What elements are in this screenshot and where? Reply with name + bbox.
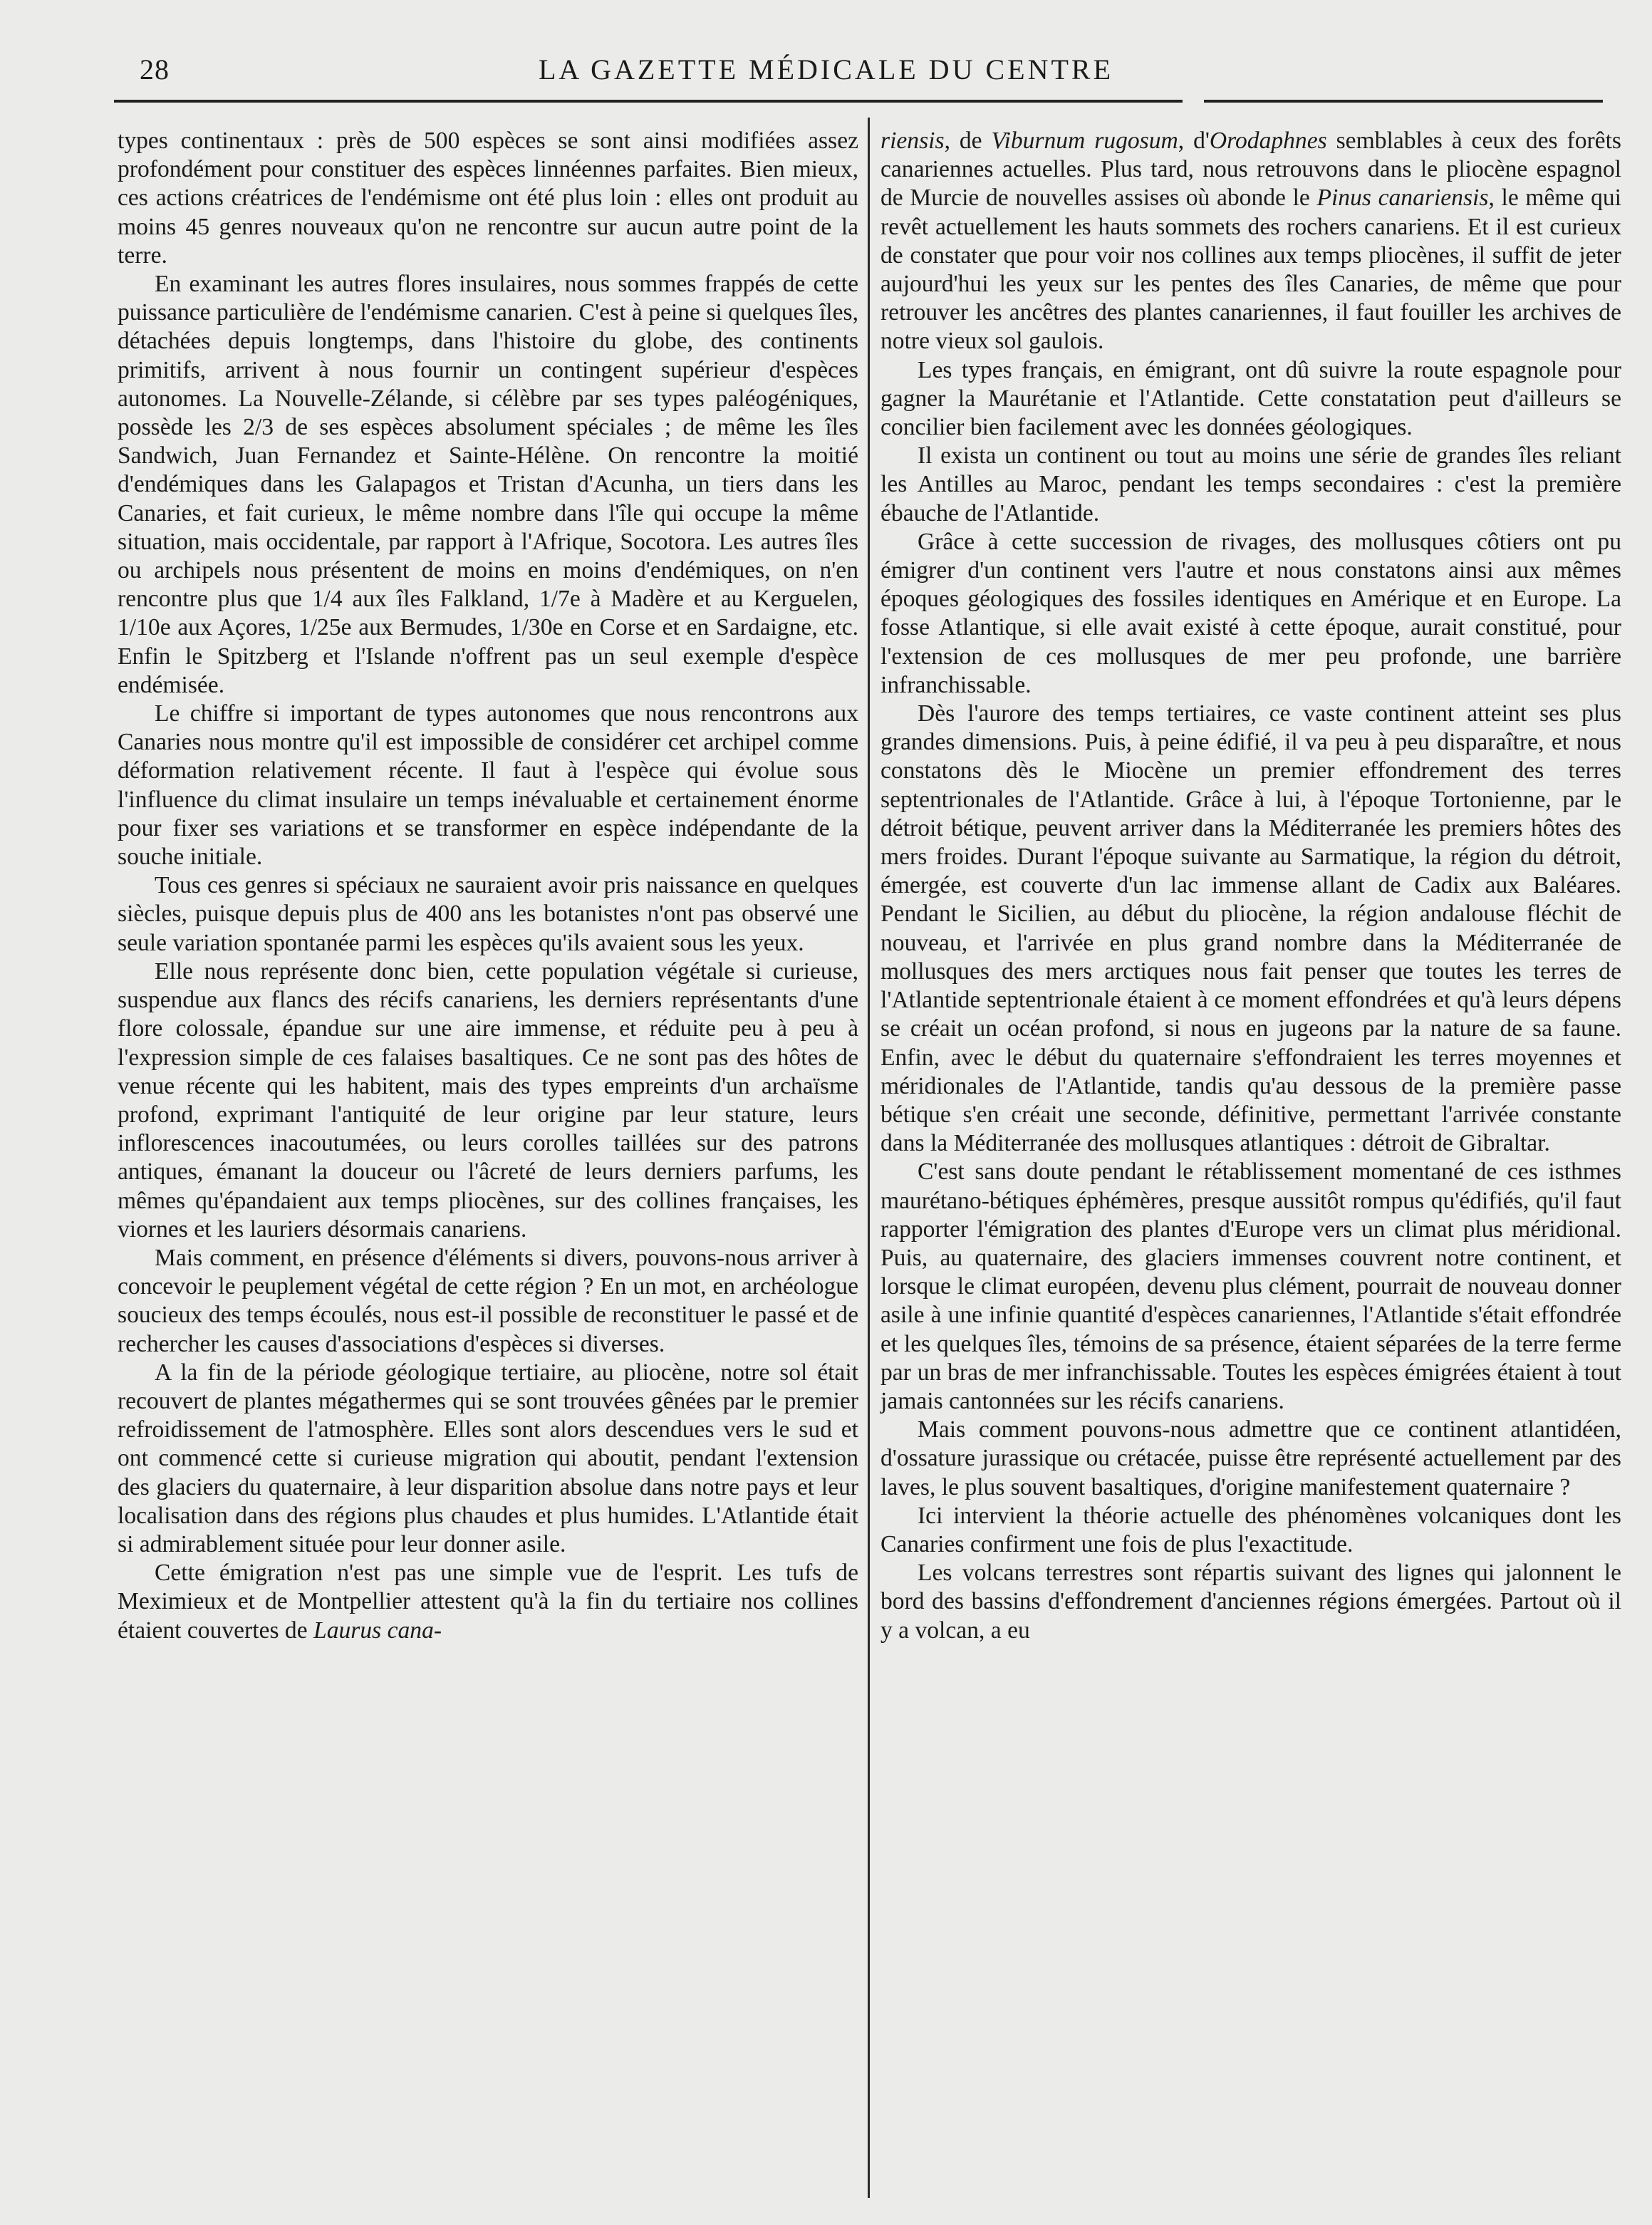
italic-run: Orodaphnes [1209,128,1327,154]
italic-run: Pinus canariensis [1316,185,1489,212]
header-rule-right [1204,100,1603,103]
column-right [880,127,1621,1645]
text-run: , le même qui revêt actuellement les hauts sommets des rochers canariens. Et il est curieux de constater que pour voir nos collines aux temps pliocènes, il suffit de jeter aujourd'hui les yeux sur les pentes des îles Canaries, de même que pour retrouver les ancêtres des plantes canariennes, il faut fouiller les archives de notre vieux sol gaulois. [880,185,1621,355]
paragraph: C'est sans doute pendant le rétablissement momentané de ces isthmes maurétano-bétiques éphémères, presque aussitôt rompus qu'édifiés, qu'il faut rapporter l'émigration des plantes d'Europe vers un climat plus méridional. Puis, au quaternaire, des glaciers immenses couvrent notre continent, et lorsque le climat européen, devenu plus clément, pourrait de nouveau donner asile à une infinie quantité d'espèces canariennes, l'Atlantide s'était effondrée et les quelques îles, témoins de sa présence, étaient séparées de la terre ferme par un bras de mer infranchissable. Toutes les espèces émigrées étaient à tout jamais cantonnées sur les récifs canariens. [880,1158,1621,1414]
paragraph: Mais comment pouvons-nous admettre que ce continent atlantidéen, d'ossature jurassique ou crétacée, puisse être représenté actuellement par des laves, le plus souvent basaltiques, d'origine manifestement quaternaire ? [880,1416,1621,1500]
column-divider [868,118,870,2198]
text-run: semblables à ceux des forêts canariennes actuelles. Plus tard, nous retrouvons dans le pliocène espagnol de Murcie de nouvelles assises où abonde le [880,128,1621,212]
page-number: 28 [140,53,170,85]
paragraph: En examinant les autres flores insulaires, nous sommes frappés de cette puissance particulière de l'endémisme canarien. C'est à peine si quelques îles, détachées depuis longtemps, dans l'histoire du globe, des continents primitifs, arrivent à nous fournir un contingent supérieur d'espèces autonomes. La Nouvelle-Zélande, si célèbre par ses types paléogéniques, possède les 2/3 de ses espèces absolument spéciales ; de même les îles Sandwich, Juan Fernandez et Sainte-Hélène. On rencontre la moitié d'endémiques dans les Galapagos et Tristan d'Acunha, un tiers dans les Canaries, et fait curieux, le même nombre dans l'île qui occupe la même situation, mais occidentale, par rapport à l'Afrique, Socotora. Les autres îles ou archipels nous présentent de moins en moins d'endémiques, on n'en rencontre plus que 1/4 aux îles Falkland, 1/7e à Madère et au Kerguelen, 1/10e aux Açores, 1/25e aux Bermudes, 1/30e en Corse et en Sardaigne, etc. Enfin le Spitzberg et l'Islande n'offrent pas un seul exemple d'espèce endémisée. [118,271,858,698]
paragraph: Le chiffre si important de types autonomes que nous rencontrons aux Canaries nous montre qu'il est impossible de considérer cet archipel comme déformation relativement récente. Il faut à l'espèce qui évolue sous l'influence du climat insulaire un temps inévaluable et certainement énorme pour fixer ses variations et se transformer en espèce indépendante de la souche initiale. [118,700,858,871]
italic-run: riensis [880,128,945,154]
paragraph: Elle nous représente donc bien, cette population végétale si curieuse, suspendue aux flancs des récifs canariens, les derniers représentants d'une flore colossale, épandue sur une aire immense, et réduite peu à peu à l'expression simple de ces falaises basaltiques. Ce ne sont pas des hôtes de venue récente qui les habitent, mais des types empreints d'un archaïsme profond, exprimant l'antiquité de leur origine par leur stature, leurs inflorescences inacoutumées, ou leurs corolles taillées sur des patrons antiques, émanant la douceur ou l'âcreté de leurs derniers parfums, les mêmes qu'épandaient aux temps pliocènes, sur des collines françaises, les viornes et les lauriers désormais canariens. [118,958,858,1243]
paragraph [118,1559,858,1645]
paragraph: types continentaux : près de 500 espèces se sont ainsi modifiées assez profondément pour constituer des espèces linnéennes parfaites. Bien mieux, ces actions créatrices de l'endémisme ont été plus loin : elles ont produit au moins 45 genres nouveaux qu'on ne rencontre sur aucun autre point de la terre. [118,128,858,269]
paragraph: Tous ces genres si spéciaux ne sauraient avoir pris naissance en quelques siècles, puisque depuis plus de 400 ans les botanistes n'ont pas observé une seule variation spontanée parmi les espèces qu'ils avaient sous les yeux. [118,872,858,956]
paragraph: A la fin de la période géologique tertiaire, au pliocène, notre sol était recouvert de plantes mégathermes qui se sont trouvées gênées par le premier refroidissement de l'atmosphère. Elles sont alors descendues vers le sud et ont commencé cette si curieuse migration qui aboutit, pendant l'extension des glaciers du quaternaire, à leur disparition absolue dans notre pays et leur localisation dans des régions plus chaudes et plus humides. L'Atlantide était si admirablement située pour leur donner asile. [118,1359,858,1557]
paragraph: Il exista un continent ou tout au moins une série de grandes îles reliant les Antilles au Maroc, pendant les temps secondaires : c'est la première ébauche de l'Atlantide. [880,442,1621,527]
paragraph: Ici intervient la théorie actuelle des phénomènes volcaniques dont les Canaries confirment une fois de plus l'exactitude. [880,1502,1621,1557]
paragraph: Grâce à cette succession de rivages, des mollusques côtiers ont pu émigrer d'un continent vers l'autre et nous constatons ainsi aux mêmes époques géologiques des fossiles identiques en Amérique et en Europe. La fosse Atlantique, si elle avait existé à cette époque, aurait constitué, pour l'extension de ces mollusques de mer peu profonde, une barrière infranchissable. [880,528,1621,698]
paragraph: Les types français, en émigrant, ont dû suivre la route espagnole pour gagner la Maurétanie et l'Atlantide. Cette constatation peut d'ailleurs se concilier bien facilement avec les données géologiques. [880,356,1621,441]
paragraph: Mais comment, en présence d'éléments si divers, pouvons-nous arriver à concevoir le peuplement végétal de cette région ? En un mot, en archéologue soucieux des temps écoulés, nous est-il possible de reconstituer le passé et de rechercher les causes d'associations d'espèces si diverses. [118,1244,858,1357]
running-title: LA GAZETTE MÉDICALE DU CENTRE [538,53,1113,85]
italic-run: Laurus cana- [313,1617,442,1644]
paragraph: Dès l'aurore des temps tertiaires, ce vaste continent atteint ses plus grandes dimensions. Puis, à peine édifié, il va peu à peu disparaître, et nous constatons dès le Miocène un premier effondrement des terres septentrionales de l'Atlantide. Grâce à lui, à l'époque Tortonienne, par le détroit bétique, peuvent arriver dans la Méditerranée les premiers hôtes des mers froides. Durant l'époque suivante au Sarmatique, la région du détroit, émergée, est couverte d'un lac immense allant de Cadix aux Baléares. Pendant le Sicilien, au début du pliocène, la région andalouse fléchit de nouveau, et l'arrivée en plus grand nombre dans la Méditerranée de mollusques des mers arctiques nous fait penser que toutes les terres de l'Atlantide septentrionale étaient à ce moment effondrées et qu'à leurs dépens se créait un océan profond, si nous en jugeons par la nature de sa faune. Enfin, avec le début du quaternaire s'effondraient les terres moyennes et méridionales de l'Atlantide, tandis qu'au dessous de la première passe bétique s'en créait une seconde, définitive, permettant l'arrivée constante dans la Méditerranée des mollusques atlantiques : détroit de Gibraltar. [880,700,1621,1157]
text-run: Cette émigration n'est pas une simple vue de l'esprit. Les tufs de Meximieux et de Montpellier attestent qu'à la fin du tertiaire nos collines étaient couvertes de [118,1560,858,1644]
text-run: , de [944,128,992,154]
paragraph [880,127,1621,356]
italic-run: Viburnum rugosum [991,128,1178,154]
text-run: , d' [1178,128,1210,154]
paragraph: Les volcans terrestres sont répartis suivant des lignes qui jalonnent le bord des bassins d'effondrement d'anciennes régions émergées. Partout où il y a volcan, a eu [880,1560,1621,1644]
column-left [118,127,858,1645]
header-rule-left [114,100,1183,103]
